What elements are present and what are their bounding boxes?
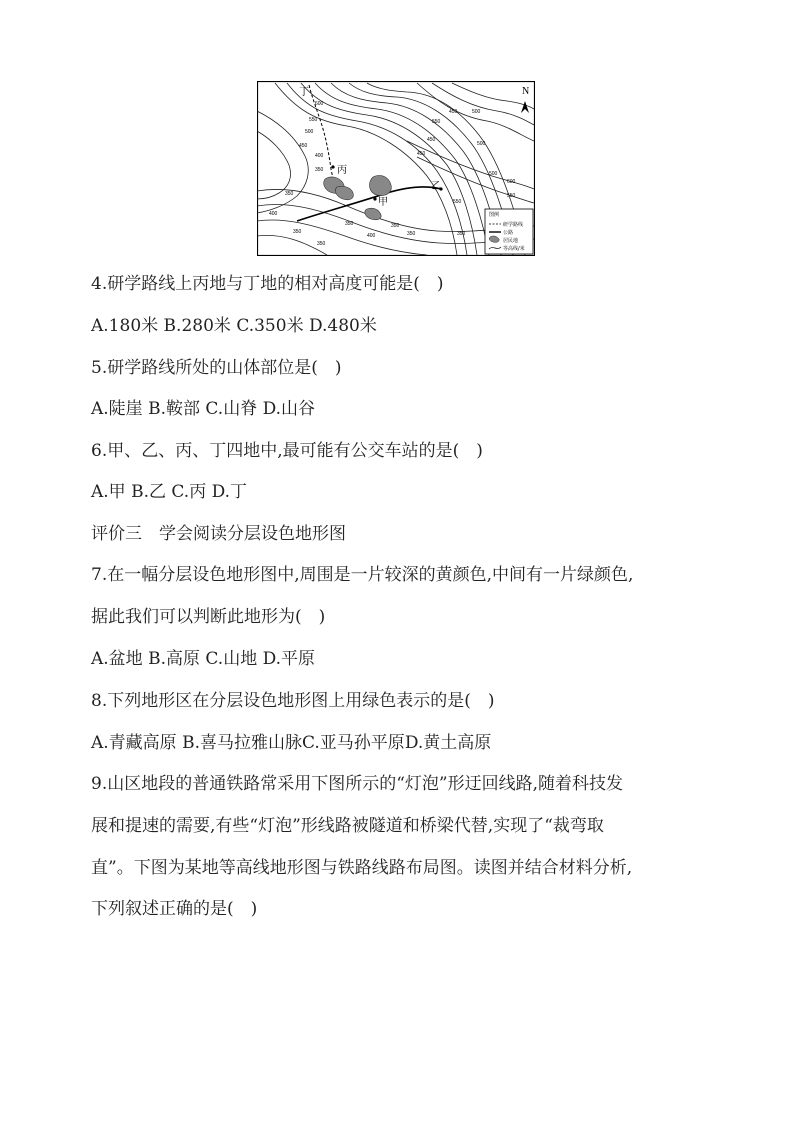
question-5-stem: 5.研学路线所处的山体部位是( ): [91, 358, 342, 378]
contour-label: 350: [407, 231, 416, 237]
legend-item-contour: 等高线/米: [503, 246, 525, 252]
question-7-options: [91, 647, 711, 671]
legend-item-route: 研学路线: [503, 222, 524, 228]
question-4-options: [91, 314, 711, 338]
contour-label: 400: [269, 211, 278, 217]
contour-label: 500: [472, 109, 481, 115]
option[interactable]: B.乙: [131, 482, 166, 502]
legend-item-settlement: 居民地: [503, 238, 519, 244]
contour-label: 400: [367, 233, 376, 239]
question-6-options: [91, 480, 711, 504]
section-heading: 评价三 学会阅读分层设色地形图: [91, 524, 346, 544]
question-7-stem-line1: 7.在一幅分层设色地形图中,周围是一片较深的黄颜色,中间有一片绿颜色,: [91, 565, 634, 585]
place-label-ding: 丁: [299, 87, 309, 98]
question-8-options: [91, 731, 711, 755]
contour-label: 450: [417, 151, 426, 157]
contour-label: 400: [315, 153, 324, 159]
question-9-line2: 展和提速的需要,有些“灯泡”形线路被隧道和桥梁代替,实现了“裁弯取: [91, 816, 604, 836]
option[interactable]: C.350米: [236, 316, 304, 336]
contour-label: 550: [453, 199, 462, 205]
contour-label: 550: [309, 117, 318, 123]
north-label: N: [522, 86, 530, 97]
contour-label: 350: [391, 223, 400, 229]
option[interactable]: B.高原: [148, 649, 200, 669]
place-label-yi: 乙: [431, 181, 441, 192]
option[interactable]: B.喜马拉雅山脉: [182, 733, 302, 753]
option[interactable]: A.甲: [91, 482, 126, 502]
contour-label: 500: [489, 171, 498, 177]
legend-title: 图例: [489, 212, 500, 218]
option[interactable]: B.鞍部: [148, 399, 200, 419]
contour-label: 350: [345, 221, 354, 227]
contour-label: 450: [299, 143, 308, 149]
contour-label: 350: [315, 167, 324, 173]
question-5-options: [91, 397, 711, 421]
place-label-jia: 甲: [378, 197, 388, 208]
contour-label: 500: [305, 129, 314, 135]
option[interactable]: C.山脊: [205, 399, 258, 419]
option[interactable]: D.480米: [308, 316, 377, 336]
contour-label: 450: [427, 137, 436, 143]
contour-label: 350: [293, 229, 302, 235]
question-6-stem: 6.甲、乙、丙、丁四地中,最可能有公交车站的是( ): [91, 441, 483, 461]
contour-label: 600: [507, 179, 516, 185]
option[interactable]: D.丁: [211, 482, 248, 502]
contour-label: 600: [315, 101, 324, 107]
option[interactable]: A.180米: [91, 316, 159, 336]
option[interactable]: A.盆地: [91, 649, 143, 669]
contour-label: 450: [449, 109, 458, 115]
legend-item-road: 公路: [503, 230, 514, 236]
question-9-line3: 直”。下图为某地等高线地形图与铁路线路布局图。读图并结合材料分析,: [91, 858, 633, 878]
question-9-line1: 9.山区地段的普通铁路常采用下图所示的“灯泡”形迂回线路,随着科技发: [91, 774, 624, 794]
option[interactable]: D.山谷: [262, 399, 316, 419]
contour-label: 550: [432, 119, 441, 125]
question-8-stem: 8.下列地形区在分层设色地形图上用绿色表示的是( ): [91, 691, 495, 711]
contour-label: 500: [477, 141, 486, 147]
contour-label: 350: [457, 231, 466, 237]
contour-label: 550: [507, 193, 516, 199]
question-7-stem-line2: 据此我们可以判断此地形为( ): [91, 607, 326, 627]
option[interactable]: C.丙: [171, 482, 207, 502]
question-9-line4: 下列叙述正确的是( ): [91, 899, 258, 919]
contour-label: 350: [285, 191, 294, 197]
place-label-bing: 丙: [337, 165, 347, 176]
option[interactable]: C.山地: [205, 649, 258, 669]
contour-label: 350: [317, 241, 326, 247]
option[interactable]: A.青藏高原: [91, 733, 177, 753]
contour-map: [257, 81, 535, 256]
question-4-stem: 4.研学路线上丙地与丁地的相对高度可能是( ): [91, 274, 444, 294]
option[interactable]: C.亚马孙平原: [302, 733, 405, 753]
option[interactable]: D.黄土高原: [404, 733, 492, 753]
option[interactable]: D.平原: [262, 649, 316, 669]
option[interactable]: B.280米: [163, 316, 231, 336]
option[interactable]: A.陡崖: [91, 399, 143, 419]
